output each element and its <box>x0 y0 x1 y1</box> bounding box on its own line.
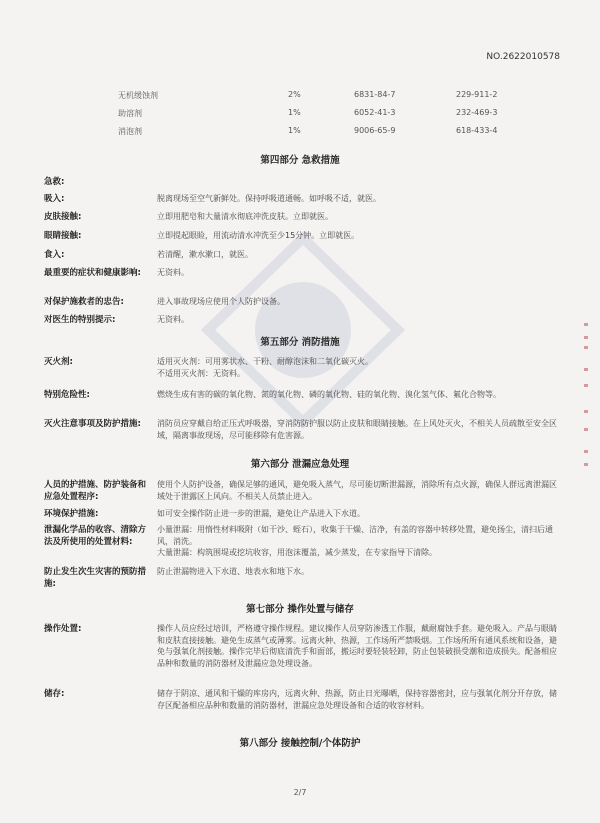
entry-text: 适用灭火剂：可用雾状水、干粉、耐醇泡沫和二氧化碳灭火。 不适用灭火剂：无资料。 <box>157 357 373 378</box>
entry-label: 眼睛接触: <box>44 231 82 241</box>
component-percent: 1% <box>288 108 301 117</box>
component-ec: 618-433-4 <box>456 126 498 135</box>
entry-label: 皮肤接触: <box>44 212 82 222</box>
component-cas: 6052-41-3 <box>354 108 396 117</box>
entry-label: 储存: <box>44 689 65 699</box>
entry-label: 吸入: <box>44 194 65 204</box>
entry-label: 最重要的症状和健康影响: <box>44 268 141 278</box>
entry-text: 储存于阴凉、通风和干燥的库房内，远离火种、热源，防止日光曝晒，保持容器密封，应与强氧化剂分开存放，储存区配备相应品种和数量的消防器材，泄漏应急处理设备和合适的收容材料。 <box>157 689 557 710</box>
entry-text: 燃烧生成有害的碳的氧化物、氮的氧化物、磷的氧化物、硅的氧化物、溴化氢气体、氟化合物等。 <box>157 390 501 399</box>
entry-label: 灭火注意事项及防护措施: <box>44 419 141 429</box>
entry-text: 小量泄漏：用惰性材料吸附（如干沙、蛭石），收集于干燥、洁净，有盖的容器中转移处置，避免扬尘，清扫后通风，消洗。 大量泄漏：构筑围堤或挖坑收容，用泡沫覆盖，减少蒸发，在专家指导下清除。 <box>157 525 553 557</box>
entry-text: 操作人员应经过培训，严格遵守操作规程。建议操作人员穿防渗透工作服，戴耐腐蚀手套。避免吸入。产品与眼睛和皮肤直接接触。避免生成蒸气或薄雾。远离火种、热源，工作场所严禁吸烟。工作场所所有通风系统和设备，避免与强氧化剂接触。操作完毕后彻底清洗手和面部，搬运时要轻装轻卸，防止包装破损受潮和造成损失。配备相应品种和数量的消防器材及泄漏应急处理设备。 <box>157 624 557 668</box>
entry-label: 特别危险性: <box>44 390 90 400</box>
entry-text: 进入事故现场应使用个人防护设备。 <box>157 297 285 306</box>
component-name: 助溶剂 <box>118 109 142 118</box>
entry-text: 无资料。 <box>157 315 189 324</box>
entry-text: 如可安全操作防止进一步的泄漏，避免让产品进入下水道。 <box>157 509 365 518</box>
entry-label: 对医生的特别提示: <box>44 315 116 325</box>
component-name: 消泡剂 <box>118 127 142 136</box>
entry-text: 若清醒，漱水漱口，就医。 <box>157 250 253 259</box>
entry-label: 对保护施救者的忠告: <box>44 297 124 307</box>
component-ec: 229-911-2 <box>456 90 498 99</box>
section-5-title: 第五部分 消防措施 <box>260 337 340 348</box>
entry-text: 立即提起眼睑，用流动清水冲洗至少15分钟。立即就医。 <box>157 231 360 240</box>
entry-label: 操作处置: <box>44 624 82 634</box>
composition-row <box>118 90 538 106</box>
entry-label: 防止发生次生灾害的预防措施: <box>44 567 147 589</box>
entry-text: 无资料。 <box>157 268 189 277</box>
section-6-title: 第六部分 泄漏应急处理 <box>250 459 350 470</box>
entry-label: 泄漏化学品的收容、清除方法及所使用的处置材料: <box>44 525 147 547</box>
component-cas: 9006-65-9 <box>354 126 396 135</box>
entry-label: 食入: <box>44 250 65 260</box>
entry-label: 急救: <box>44 177 65 187</box>
report-number: NO.2622010578 <box>486 52 560 62</box>
section-7-title: 第七部分 操作处置与储存 <box>246 604 354 615</box>
component-cas: 6831-84-7 <box>354 90 396 99</box>
entry-text: 防止泄漏物进入下水道、地表水和地下水。 <box>157 567 309 576</box>
component-percent: 2% <box>288 90 301 99</box>
composition-row <box>118 126 538 142</box>
entry-text: 立即用肥皂和大量清水彻底冲洗皮肤。立即就医。 <box>157 212 333 221</box>
section-8-title: 第八部分 接触控制/个体防护 <box>239 738 361 749</box>
component-ec: 232-469-3 <box>456 108 498 117</box>
entry-text: 使用个人防护设备，确保足够的通风，避免吸入蒸气，尽可能切断泄漏源，消除所有点火源，确保人群远离泄漏区域处于泄露区上风向。不相关人员禁止进入。 <box>157 480 557 501</box>
page-number: 2/7 <box>293 788 307 797</box>
component-name: 无机缓蚀剂 <box>118 91 158 100</box>
entry-text: 消防员应穿戴自给正压式呼吸器，穿消防防护服以防止皮肤和眼睛接触。在上风处灭火，不相关人员疏散至安全区域，隔离事故现场，尽可能移除有危害源。 <box>157 419 557 440</box>
entry-label: 环境保护措施: <box>44 509 99 519</box>
component-percent: 1% <box>288 126 301 135</box>
entry-text: 脱离现场至空气新鲜处。保持呼吸道通畅。如呼吸不适，就医。 <box>157 194 381 203</box>
entry-label: 人员的护措施、防护装备和应急处置程序: <box>44 480 147 502</box>
section-4-title: 第四部分 急救措施 <box>260 155 340 166</box>
entry-label: 灭火剂: <box>44 357 73 367</box>
composition-row <box>118 108 538 124</box>
